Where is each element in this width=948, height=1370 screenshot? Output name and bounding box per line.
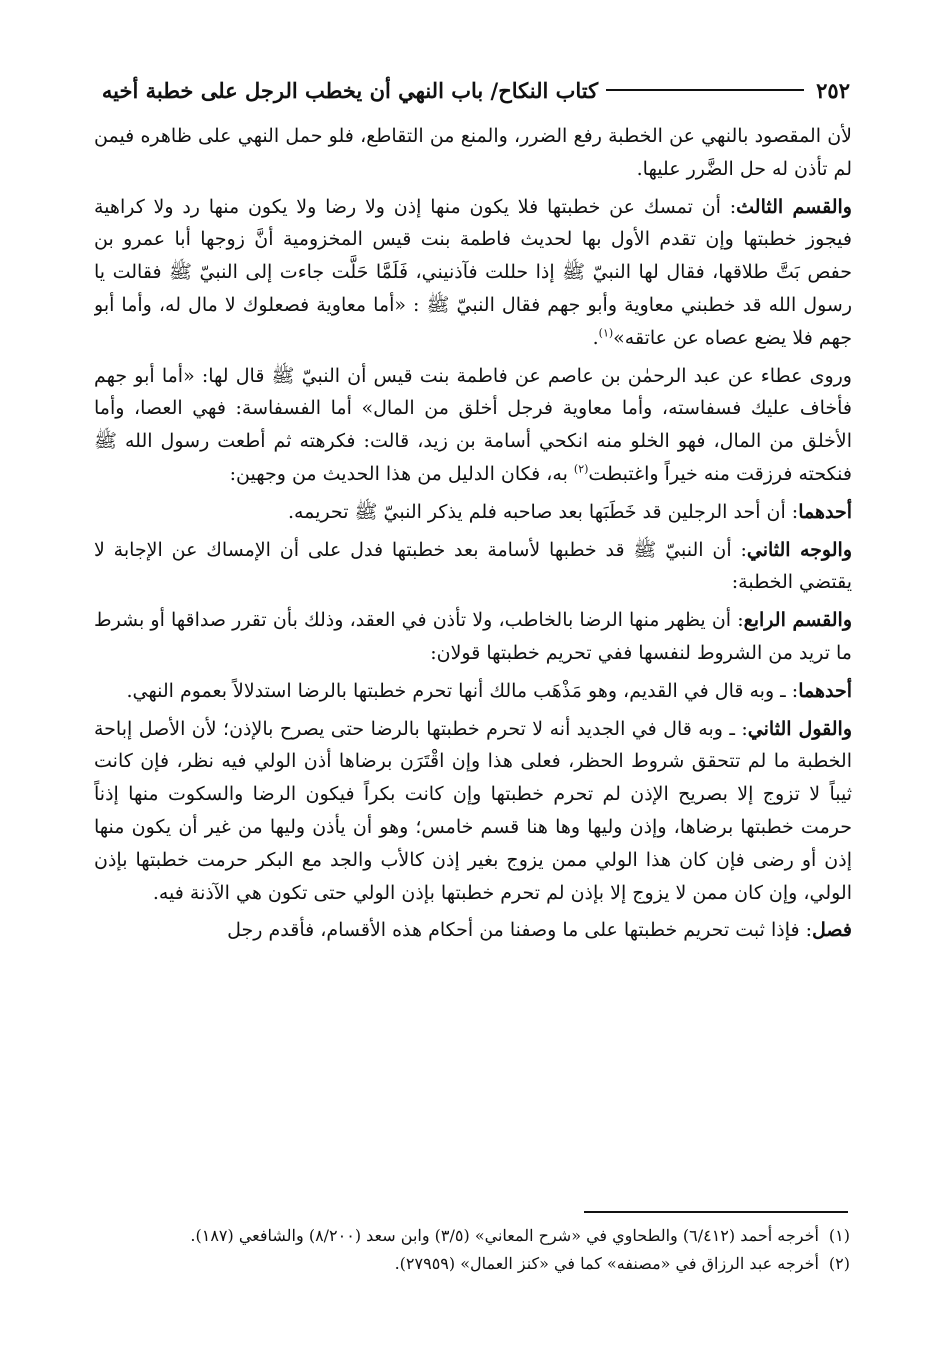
section-heading: أحدهما	[798, 679, 852, 702]
section-heading: والوجه الثاني	[746, 538, 852, 561]
paragraph-tail: .	[592, 326, 599, 349]
paragraph	[94, 534, 852, 600]
paragraph	[94, 360, 852, 491]
footnote-number: (٢)	[828, 1254, 850, 1273]
paragraph-tail: به، فكان الدليل من هذا الحديث من وجهين:	[229, 462, 574, 485]
paragraph	[94, 120, 852, 186]
section-heading: والقسم الرابع	[743, 609, 852, 632]
footnote-ref: (٢)	[573, 462, 589, 476]
header-rule	[606, 89, 804, 91]
paragraph	[94, 496, 852, 529]
header-title: كتاب النكاح/ باب النهي أن يخطب الرجل على خطبة أخيه	[101, 77, 599, 103]
paragraph-text: لأن المقصود بالنهي عن الخطبة رفع الضرر، والمنع من التقاطع، فلو حمل النهي على ظاهره فيمن لم تأذن له حل الضَّرر عليها.	[94, 125, 852, 180]
paragraph	[94, 914, 852, 947]
section-heading: والقول الثاني	[747, 717, 852, 740]
footnotes	[94, 1222, 850, 1278]
paragraph-text: : فإذا ثبت تحريم خطبتها على ما وصفنا من أحكام هذه الأقسام، فأقدم رجل	[227, 919, 813, 942]
paragraph-text: : أن يظهر منها الرضا بالخاطب، ولا تأذن في العقد، وذلك بأن تقرر صداقها أو بشرط ما تريد من الشروط لنفسها ففي تحريم خطبتها قولان:	[94, 609, 852, 664]
paragraph	[94, 191, 852, 355]
paragraph-text: : ـ وبه قال في القديم، وهو مَذْهَب مالك أنها تحرم خطبتها بالرضا استدلالاً بعموم النهي.	[126, 679, 799, 702]
paragraph	[94, 604, 852, 670]
footnote-text: أخرجه عبد الرزاق في «مصنفه» كما في «كنز العمال» (٢٧٩٥٩).	[394, 1254, 819, 1273]
paragraph-text: : أن أحد الرجلين قد خَطَبَها بعد صاحبه فلم يذكر النبيّ ﷺ تحريمه.	[287, 500, 799, 523]
paragraph-text: وروى عطاء عن عبد الرحمٰن بن عاصم عن فاطمة بنت قيس أن النبيّ ﷺ قال لها: «أما أبو جهم فأخاف عليك فسفاسته، وأما معاوية فرجل أخلق من المال» أما الفسفاسة: فهي العصا، وأما الأخلق من المال، فهو الخلو منه انكحي أسامة بن زيد، قالت: فكرهته ثم أطعت رسول الله ﷺ فنكحته فرزقت منه خيراً واغتبطت	[94, 364, 852, 485]
main-text	[94, 120, 852, 1200]
footnote-ref: (١)	[598, 326, 614, 340]
paragraph	[94, 713, 852, 910]
footnote	[94, 1222, 850, 1250]
footnote-number: (١)	[828, 1226, 850, 1245]
paragraph-text: : أن النبيّ ﷺ قد خطبها لأسامة بعد خطبتها فدل على أن الإمساك عن الإجابة لا يقتضي الخطبة:	[94, 538, 852, 594]
section-heading: والقسم الثالث	[736, 195, 852, 218]
footnote-text: أخرجه أحمد (٦/٤١٢) والطحاوي في «شرح المعاني» (٣/٥) وابن سعد (٨/٢٠٠) والشافعي (١٨٧).	[190, 1226, 819, 1245]
running-header	[94, 70, 850, 110]
section-heading: أحدهما	[798, 500, 852, 523]
paragraph	[94, 675, 852, 708]
paragraph-text: : أن تمسك عن خطبتها فلا يكون منها إذن ولا رضا ولا يكون منها رد ولا كراهية فيجوز خطبتها وإن تقدم الأول بها لحديث فاطمة بنت قيس المخزومية أنَّ زوجها أبا عمرو بن حفص بَتَّ طلاقها، فقال لها النبيّ ﷺ إذا حللت فآذنيني، فَلَمَّا حَلَّت جاءت إلى النبيّ ﷺ فقالت يا رسول الله قد خطبني معاوية وأبو جهم فقال النبيّ ﷺ : «أما معاوية فصعلوك لا مال له، وأما أبو جهم فلا يضع عصاه عن عاتقه»	[94, 195, 852, 349]
paragraph-text: : ـ وبه قال في الجديد أنه لا تحرم خطبتها بالرضا حتى يصرح بالإذن؛ لأن الأصل إباحة الخطبة ما لم تتحقق شروط الحظر، فعلى هذا وإن اقْتَرَن برضاها أذن الولي فيه نظر، فإن كانت ثيباً لا تزوج إلا بصريح الإذن لم تحرم خطبتها وإن كانت بكراً فيكون الرضا والسكوت منها إذناً حرمت خطبتها برضاها، وإذن وليها وها هنا قسم خامس؛ وهو أن يأذن وليها من غير أن يكون منها إذن أو رضى فإن كان هذا الولي ممن يزوج بغير إذن كالأب والجد مع البكر حرمت خطبتها بإذن الولي، وإن كان ممن لا يزوج إلا بإذن لم تحرم خطبتها بإذن الولي حتى تكون هي الآذنة فيه.	[94, 717, 852, 904]
footnote	[94, 1250, 850, 1278]
section-heading: فصل	[812, 919, 852, 942]
page-number: ٢٥٢	[816, 77, 850, 103]
footnote-divider	[584, 1211, 848, 1213]
